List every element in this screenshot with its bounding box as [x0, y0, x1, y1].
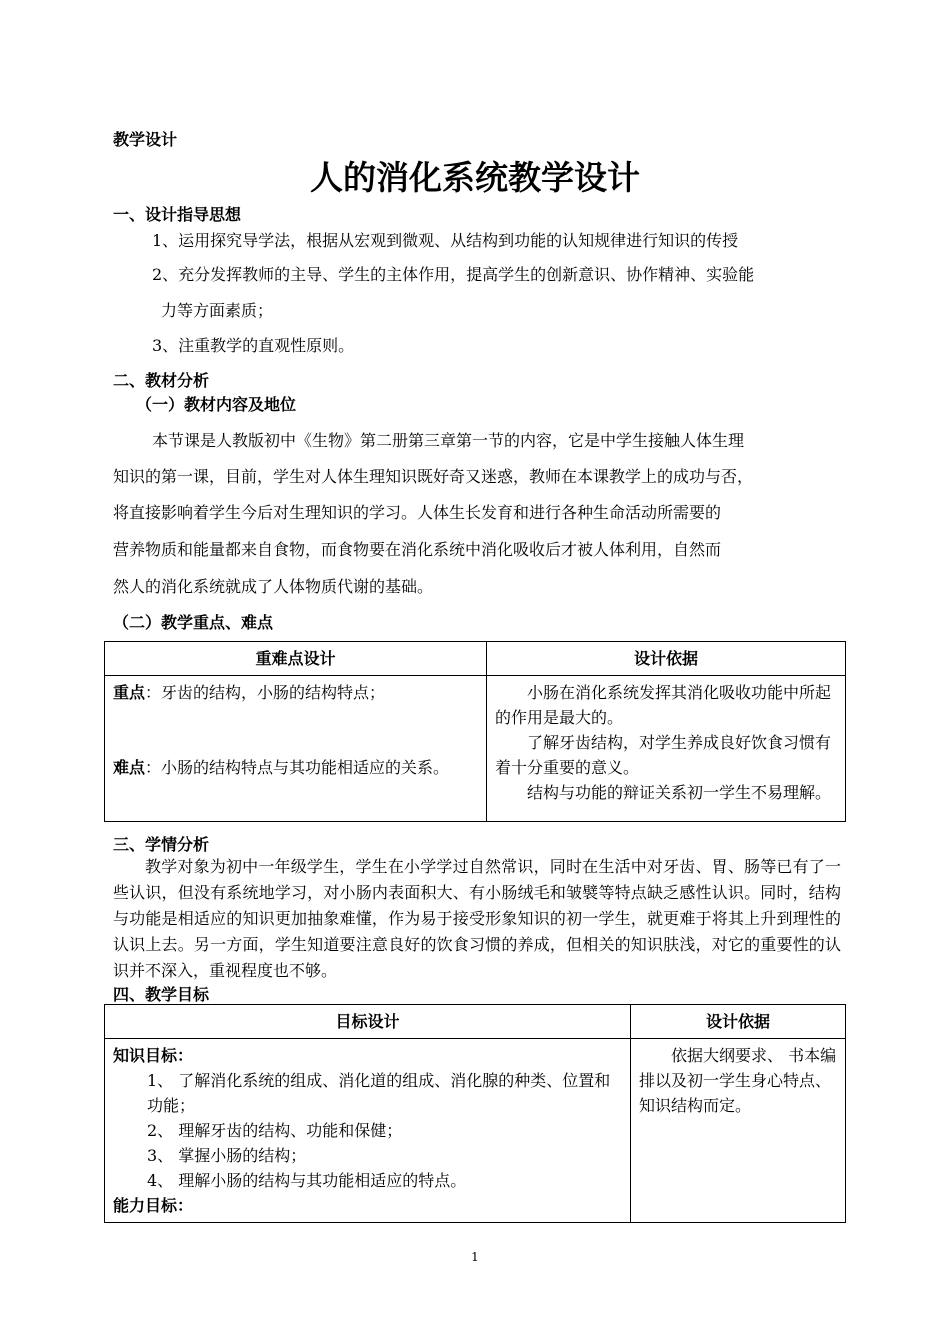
s2-sub2-heading: （二）教学重点、难点	[113, 613, 274, 632]
s2-para-line-2: 知识的第一课，目前，学生对人体生理知识既好奇又迷惑，教师在本课教学上的成功与否，	[113, 467, 754, 486]
s2-para-line-3: 将直接影响着学生今后对生理知识的学习。人体生长发育和进行各种生命活动所需要的	[113, 503, 722, 522]
s3-paragraph: 教学对象为初中一年级学生，学生在小学学过自然常识，同时在生活中对牙齿、胃、肠等已有了一些认识，但没有系统地学习，对小肠内表面积大、有小肠绒毛和皱襞等特点缺乏感性认识。同时，结构与功能是相适应的知识更加抽象难懂，作为易于接受形象知识的初一学生，就更难于将其上升到理性的认识上去。另一方面，学生知道要注意良好的饮食习惯的养成，但相关的知识肤浅，对它的重要性的认识并不深入，重视程度也不够。	[113, 857, 841, 980]
ability-goal-label: 能力目标：	[113, 1196, 194, 1215]
section-1-heading: 一、设计指导思想	[113, 205, 242, 224]
page-number: 1	[471, 1250, 479, 1264]
goal-4: 4、 理解小肠的结构与其功能相适应的特点。	[147, 1171, 467, 1190]
table2-cell-goals	[105, 1039, 631, 1223]
difficult-point-text: ：小肠的结构特点与其功能相适应的关系。	[145, 758, 450, 777]
key-difficult-table	[104, 641, 846, 822]
knowledge-goal-label: 知识目标：	[113, 1046, 194, 1065]
basis-3: 结构与功能的辩证关系初一学生不易理解。	[527, 783, 832, 802]
table2-cell-basis	[631, 1039, 846, 1223]
goal-1: 1、 了解消化系统的组成、消化道的组成、消化腺的种类、位置和功能；	[147, 1071, 611, 1115]
s2-para-line-4: 营养物质和能量都来自食物，而食物要在消化系统中消化吸收后才被人体利用，自然而	[113, 540, 722, 559]
table1-header-basis: 设计依据	[487, 642, 846, 676]
s2-para-line-5: 然人的消化系统就成了人体物质代谢的基础。	[113, 577, 434, 596]
objectives-basis: 依据大纲要求、 书本编排以及初一学生身心特点、知识结构而定。	[639, 1046, 837, 1115]
s1-item-2-cont: 力等方面素质；	[161, 301, 274, 320]
table2-header-design: 目标设计	[105, 1005, 631, 1039]
s1-item-1: 1、运用探究导学法，根据从宏观到微观、从结构到功能的认知规律进行知识的传授	[152, 231, 739, 250]
s1-item-2: 2、充分发挥教师的主导、学生的主体作用，提高学生的创新意识、协作精神、实验能	[152, 265, 755, 284]
doc-header: 教学设计	[113, 130, 178, 149]
doc-title: 人的消化系统教学设计	[310, 158, 640, 197]
basis-2: 了解牙齿结构，对学生养成良好饮食习惯有着十分重要的意义。	[495, 733, 832, 777]
s1-item-3: 3、注重教学的直观性原则。	[152, 336, 355, 355]
s2-para-line-1: 本节课是人教版初中《生物》第二册第三章第一节的内容，它是中学生接触人体生理	[152, 431, 745, 450]
table1-cell-basis	[487, 676, 846, 822]
s2-sub1-heading: （一）教材内容及地位	[136, 395, 297, 414]
table1-cell-points	[105, 676, 487, 822]
difficult-point-label: 难点	[113, 758, 146, 777]
objectives-table	[104, 1004, 846, 1223]
key-point-label: 重点	[113, 683, 146, 702]
section-4-heading: 四、教学目标	[113, 985, 210, 1004]
goal-2: 2、 理解牙齿的结构、功能和保健；	[147, 1121, 403, 1140]
table1-header-design: 重难点设计	[105, 642, 487, 676]
goal-3: 3、 掌握小肠的结构；	[147, 1146, 307, 1165]
section-2-heading: 二、教材分析	[113, 371, 210, 390]
key-point-text: ：牙齿的结构，小肠的结构特点；	[145, 683, 386, 702]
basis-1: 小肠在消化系统发挥其消化吸收功能中所起的作用是最大的。	[495, 683, 832, 727]
section-3-heading: 三、学情分析	[113, 835, 210, 854]
table2-header-basis: 设计依据	[631, 1005, 846, 1039]
